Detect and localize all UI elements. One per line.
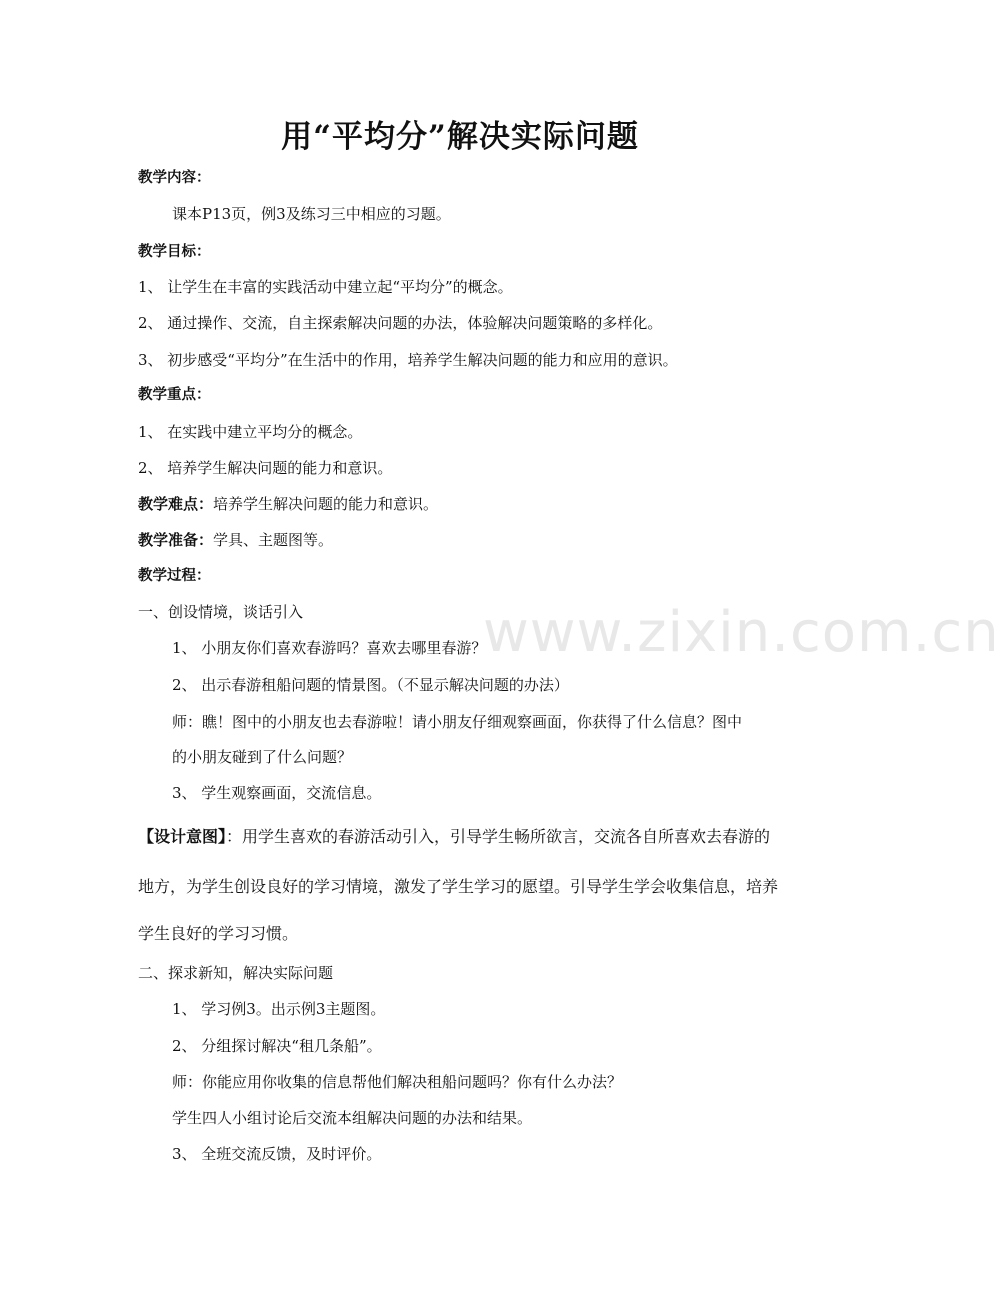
preparation-text: 学具、主题图等。 <box>213 531 334 549</box>
difficulty-text: 培养学生解决问题的能力和意识。 <box>213 495 439 513</box>
section2-item: 1、 学习例3。出示例3主题图。 <box>172 1000 386 1018</box>
content-heading: 教学内容： <box>138 170 211 186</box>
section2-item: 学生四人小组讨论后交流本组解决问题的办法和结果。 <box>172 1109 533 1127</box>
section1-title: 一、创设情境，谈话引入 <box>138 603 304 621</box>
preparation-label: 教学准备： <box>138 531 214 549</box>
teacher-line: 师：瞧！图中的小朋友也去春游啦！请小朋友仔细观察画面，你获得了什么信息？图中 <box>172 713 743 731</box>
content-text: 课本P13页，例3及练习三中相应的习题。 <box>172 205 451 223</box>
key-point-item: 2、 培养学生解决问题的能力和意识。 <box>138 459 393 477</box>
difficulty-line <box>138 494 438 514</box>
document-title: 用“平均分”解决实际问题 <box>281 119 639 155</box>
section1-item: 3、 学生观察画面，交流信息。 <box>172 784 382 802</box>
section2-item: 师：你能应用你收集的信息帮他们解决租船问题吗？你有什么办法？ <box>172 1073 623 1091</box>
design-intent-line: 地方，为学生创设良好的学习情境，激发了学生学习的愿望。引导学生学会收集信息，培养 <box>138 877 779 896</box>
goal-item: 3、 初步感受“平均分”在生活中的作用，培养学生解决问题的能力和应用的意识。 <box>138 351 678 369</box>
teacher-line-continued: 的小朋友碰到了什么问题？ <box>172 748 353 766</box>
section2-item: 3、 全班交流反馈，及时评价。 <box>172 1145 382 1163</box>
key-point-item: 1、 在实践中建立平均分的概念。 <box>138 423 363 441</box>
section1-item: 2、 出示春游租船问题的情景图。（不显示解决问题的办法） <box>172 676 569 694</box>
design-intent-line: 学生良好的学习习惯。 <box>138 924 299 943</box>
design-intent-text: ：用学生喜欢的春游活动引入，引导学生畅所欲言，交流各自所喜欢去春游的 <box>226 827 771 846</box>
goal-item: 1、 让学生在丰富的实践活动中建立起“平均分”的概念。 <box>138 278 513 296</box>
design-intent-label: 【设计意图】 <box>138 827 227 846</box>
goal-item: 2、 通过操作、交流，自主探索解决问题的办法，体验解决问题策略的多样化。 <box>138 314 663 332</box>
difficulty-label: 教学难点： <box>138 495 214 513</box>
section2-title: 二、探求新知，解决实际问题 <box>138 964 334 982</box>
section1-item: 1、 小朋友你们喜欢春游吗？喜欢去哪里春游？ <box>172 639 487 657</box>
preparation-line <box>138 530 333 550</box>
goals-heading: 教学目标： <box>138 244 211 260</box>
key-points-heading: 教学重点： <box>138 387 211 403</box>
design-intent-line <box>138 826 770 848</box>
section2-item: 2、 分组探讨解决“租几条船”。 <box>172 1037 382 1055</box>
watermark: www.zixin.com.cn <box>483 600 1000 665</box>
process-heading: 教学过程： <box>138 568 211 584</box>
